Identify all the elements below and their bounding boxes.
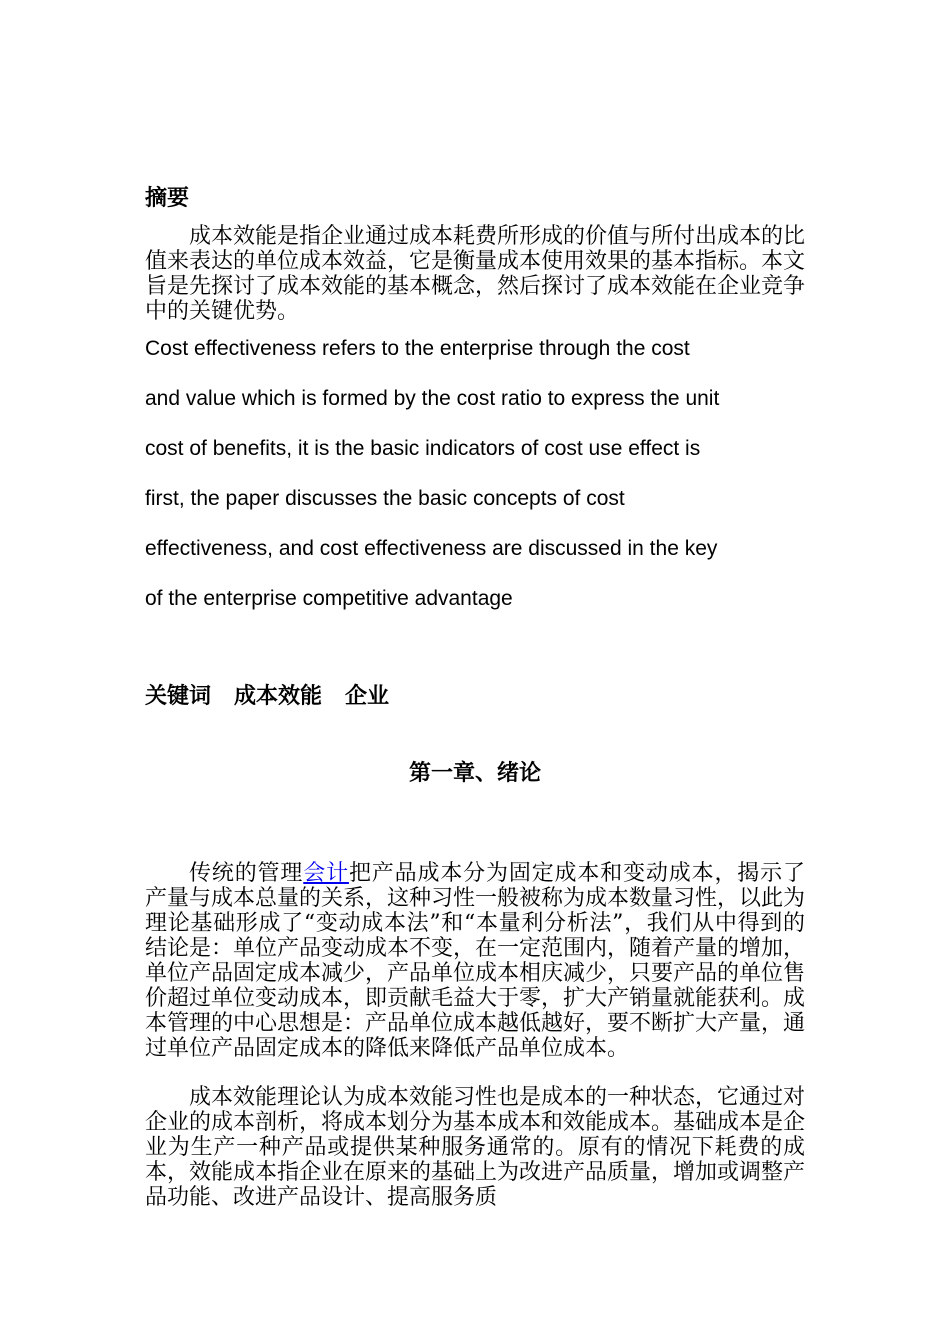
abstract-english-line: cost of benefits, it is the basic indicators of cost use effect is [145,437,701,460]
chapter-title: 第一章、绪论 [408,761,541,786]
abstract-english-line: first, the paper discusses the basic concepts of cost [145,487,625,510]
abstract-english-line: effectiveness, and cost effectiveness are discussed in the key [145,537,718,560]
abstract-english-line: Cost effectiveness refers to the enterprise through the cost [145,337,690,360]
keywords-label: 关键词 [145,684,212,709]
abstract-english-block [145,336,825,636]
chapter-paragraph-1 [145,861,805,1061]
paragraph-text: 把产品成本分为固定成本和变动成本，揭示了产量与成本总量的关系，这种习性一般被称为成本数量习性，以此为理论基础形成了“变动成本法”和“本量利分析法”，我们从中得到的结论是：单位产品变动成本不变，在一定范围内，随着产量的增加，单位产品固定成本减少，产品单位成本相庆减少，只要产品的单位售价超过单位变动成本，即贡献毛益大于零，扩大产销量就能获利。成本管理的中心思想是：产品单位成本越低越好，要不断扩大产量，通过单位产品固定成本的降低来降低产品单位成本。 [145,861,806,1061]
abstract-chinese-paragraph: 成本效能是指企业通过成本耗费所形成的价值与所付出成本的比值来表达的单位成本效益，它是衡量成本使用效果的基本指标。本文旨是先探讨了成本效能的基本概念，然后探讨了成本效能在企业竞争中的关键优势。 [145,224,806,324]
abstract-english-line: of the enterprise competitive advantage [145,587,513,610]
abstract-title: 摘要 [145,186,190,211]
keywords-line [145,684,389,710]
accounting-link[interactable]: 会计 [303,861,349,886]
paragraph-text: 传统的管理 [189,861,304,886]
keyword-item: 企业 [345,684,390,709]
chapter-paragraph-2: 成本效能理论认为成本效能习性也是成本的一种状态，它通过对企业的成本剖析，将成本划分为基本成本和效能成本。基础成本是企业为生产一种产品或提供某种服务通常的。原有的情况下耗费的成本，效能成本指企业在原来的基础上为改进产品质量，增加或调整产品功能、改进产品设计、提高服务质 [145,1085,806,1210]
keyword-item: 成本效能 [234,684,323,709]
abstract-english-line: and value which is formed by the cost ratio to express the unit [145,387,720,410]
